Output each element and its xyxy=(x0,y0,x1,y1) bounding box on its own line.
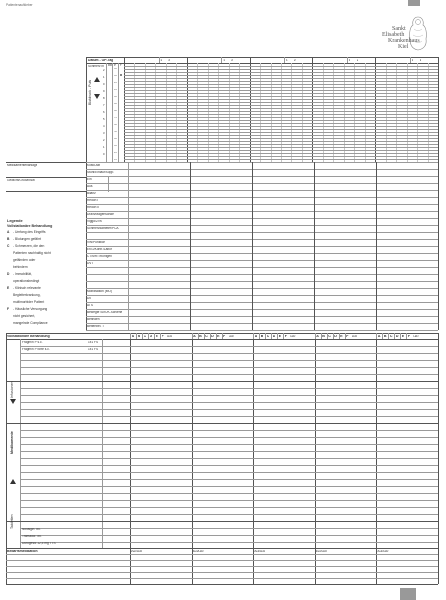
scale-puls-tick: 50 xyxy=(114,131,117,133)
scale-puls-tick: 20 xyxy=(114,152,117,154)
med-hline xyxy=(20,416,438,417)
middle-hline xyxy=(86,204,438,205)
medication-grid xyxy=(6,333,438,548)
middle-hline xyxy=(86,323,438,324)
legend xyxy=(7,220,85,329)
med-letter-sep xyxy=(339,333,343,339)
bedarf-col-label: Zeit/Hdz xyxy=(315,549,327,553)
med-day-divider xyxy=(376,333,377,548)
med-hline xyxy=(20,444,438,445)
med-hline xyxy=(20,360,438,361)
med-letter: E xyxy=(401,334,405,338)
middle-row-label: Mobilisation (MO) xyxy=(87,290,112,293)
vitals-hline xyxy=(124,117,438,118)
day-pair-label: 1 xyxy=(160,58,163,62)
dot-marker-icon xyxy=(120,74,122,76)
med-hline xyxy=(20,535,438,536)
middle-hline xyxy=(86,246,438,247)
med-hline xyxy=(20,437,438,438)
patient-label-tag: Patientenaufkleber xyxy=(6,3,33,7)
footer-row-3: Durogesic 12,5 mg TTS xyxy=(22,542,56,545)
med-hline xyxy=(20,346,438,347)
med-letter-sep xyxy=(198,333,199,339)
med-hline xyxy=(20,542,438,543)
med-letter-sep xyxy=(222,333,226,339)
gewicht-label: Gewicht/Größe/BMI xyxy=(7,179,35,182)
med-letter: A xyxy=(377,334,381,338)
scale-rr-tick: 8 xyxy=(103,97,105,100)
middle-row-label: EKG/Kontr./Labor xyxy=(87,248,112,251)
infusion-side-label: Infusionen xyxy=(10,381,14,398)
med-letter: F xyxy=(346,334,349,338)
middle-row-label: Bettenbel. T xyxy=(87,325,105,328)
scale-rr-tick: 1 xyxy=(103,146,105,149)
med-letter: B xyxy=(260,334,264,338)
middle-row-label: Drain/Magensonde xyxy=(87,213,114,216)
legend-key: F xyxy=(7,306,10,311)
col-p: P xyxy=(114,63,116,67)
med-letter-sep xyxy=(388,333,389,339)
middle-hline xyxy=(86,183,438,184)
middle-row-label: Bewegte Sch./K-Schiene xyxy=(87,311,123,314)
middle-row-label: DVT xyxy=(87,262,94,265)
med-hline xyxy=(20,514,438,515)
middle-hline xyxy=(86,316,438,317)
med-hline xyxy=(20,402,438,403)
med-row-2: Fragmin P forte s.c. xyxy=(22,348,50,351)
middle-row-label: Aus xyxy=(87,185,93,188)
med-letter-sep xyxy=(216,333,220,339)
scale-puls-tick: 20 xyxy=(114,82,117,84)
middle-row-label: Stuhl/Einlauf/Supp. xyxy=(87,171,115,174)
med-letter: B xyxy=(137,334,141,338)
legend-items xyxy=(7,231,85,329)
med-hline xyxy=(20,458,438,459)
med-letter: D xyxy=(334,334,337,338)
middle-hline xyxy=(86,176,438,177)
med-letter-sep xyxy=(333,333,334,339)
hospital-logo xyxy=(364,15,440,53)
middle-row-label: Viggo/ZVK xyxy=(87,220,103,223)
med-hdz: Hdz xyxy=(351,334,358,338)
vitals-hline xyxy=(124,90,438,91)
legend-key: E xyxy=(7,285,10,290)
med-hline xyxy=(20,465,438,466)
med-letter-sep xyxy=(400,333,401,339)
bedarf-hline xyxy=(6,578,438,579)
med-hline xyxy=(20,409,438,410)
med-hline xyxy=(20,500,438,501)
treatment-title: Vollstationäre Behandlung xyxy=(7,334,50,338)
med-hline xyxy=(20,472,438,473)
vitals-hline xyxy=(124,129,438,130)
legend-text: - Blutungen gefährt xyxy=(13,236,42,241)
med-letter-sep xyxy=(210,333,211,339)
scale-rr-tick: 2 xyxy=(103,139,105,142)
med-letter-sep xyxy=(259,333,260,339)
legend-text: - Schmerzen, die den xyxy=(13,243,45,248)
vitals-hline xyxy=(124,72,438,73)
legend-key: C xyxy=(7,243,10,248)
med-letter: F xyxy=(161,334,164,338)
med-letter: F xyxy=(407,334,411,338)
scale-rr-tick: 7 xyxy=(103,104,105,107)
medikamente-side-label: Medikamente xyxy=(10,431,14,454)
middle-row-label: ATS xyxy=(87,304,93,307)
med-letter: E xyxy=(217,334,220,338)
logo-text-3: Krankenhaus xyxy=(388,38,420,44)
vitals-hline xyxy=(124,78,438,79)
arrow-up-small-icon xyxy=(10,479,16,484)
scale-rr-tick: 0 xyxy=(103,153,105,156)
legend-text: behindern xyxy=(13,264,28,269)
med-hline xyxy=(20,507,438,508)
med-hline xyxy=(20,486,438,487)
med-section-line xyxy=(6,521,438,522)
logo-text-2: Elisabeth xyxy=(382,32,405,38)
scale-puls-tick: 40 xyxy=(114,68,117,70)
middle-row-label: Kost/Diät xyxy=(87,164,100,167)
scale-puls-tick: 80 xyxy=(114,110,117,112)
bedarf-col-label: Zeit/Hdz xyxy=(377,549,389,553)
legend-text: - Klinisch relevante xyxy=(13,285,41,290)
middle-hline xyxy=(86,162,438,163)
middle-hline xyxy=(86,309,438,310)
day-pair-label: 1 xyxy=(348,58,351,62)
med-hline xyxy=(20,451,438,452)
med-hline xyxy=(20,374,438,375)
middle-hline xyxy=(86,267,438,268)
bedarf-title: Bedarfsmedikation xyxy=(7,549,38,553)
vitals-hline xyxy=(124,156,438,157)
vitals-hline xyxy=(124,75,438,76)
saint-figure-icon xyxy=(406,15,430,51)
legend-text: nicht gesichert, xyxy=(13,313,36,318)
med-letter: C xyxy=(389,334,393,338)
day-pair-label: 2 xyxy=(294,58,296,62)
med-letter-sep xyxy=(283,333,284,339)
legend-item xyxy=(7,322,85,329)
med-letter: E xyxy=(278,334,282,338)
med-letter-sep xyxy=(204,333,205,339)
scale-puls-tick: 70 xyxy=(114,117,117,119)
day-pair-label: 2 xyxy=(419,58,422,62)
middle-row-label: VW/Punktion xyxy=(87,241,106,244)
bp-pulse-side-label: Blutdruck - Puls xyxy=(88,79,92,105)
bedarf-hline xyxy=(6,560,438,561)
day-pair-sep xyxy=(159,57,163,63)
legend-title: Legende xyxy=(7,219,23,223)
vitals-grid xyxy=(86,57,438,162)
middle-hline xyxy=(86,239,438,240)
vitals-hline xyxy=(124,84,438,85)
middle-hline xyxy=(86,288,438,289)
med-letter: C xyxy=(328,334,331,338)
middle-hline xyxy=(86,197,438,198)
middle-hline xyxy=(86,169,438,170)
vitals-hline xyxy=(124,144,438,145)
scale-rr-tick: 2 xyxy=(103,69,105,72)
med-letter: E xyxy=(340,334,343,338)
med-hline xyxy=(20,479,438,480)
vitals-hline xyxy=(124,147,438,148)
vitals-date-label: Datum - OP-Tag xyxy=(88,58,114,62)
med-letter: D xyxy=(272,334,276,338)
med-letter: F xyxy=(284,334,287,338)
med-letter-sep xyxy=(136,333,137,339)
med-hline xyxy=(20,430,438,431)
middle-row-label: CT/MRT/Röntgen xyxy=(87,255,112,258)
legend-text: - Immobilität, xyxy=(13,271,32,276)
med-letter-sep xyxy=(327,333,328,339)
med-day-divider xyxy=(192,333,193,548)
med-letter-sep xyxy=(265,333,266,339)
med-row-1-dose: 1x1 FS xyxy=(88,341,99,344)
legend-text: - Umfang des Eingriffs xyxy=(13,229,46,234)
med-letter: B xyxy=(199,334,202,338)
middle-hline xyxy=(86,260,438,261)
day-pair-label: 1 xyxy=(286,58,288,62)
middle-row-label: Schmerzkatheter/PCA xyxy=(87,227,119,230)
middle-row-label: Redon I xyxy=(87,199,99,202)
med-letter-sep xyxy=(321,333,322,339)
med-hline xyxy=(20,353,438,354)
col-rr: RR xyxy=(108,63,113,67)
med-hline xyxy=(20,395,438,396)
vitals-hline xyxy=(124,114,438,115)
med-letter: C xyxy=(266,334,270,338)
middle-row-label: DS xyxy=(87,297,92,300)
vitals-hline xyxy=(124,135,438,136)
day-pair-label: 1 xyxy=(223,58,225,62)
middle-hline xyxy=(86,274,438,275)
vitals-hline xyxy=(124,150,438,151)
med-letter: B xyxy=(322,334,325,338)
scale-rr-tick: 3 xyxy=(103,132,105,135)
vitals-hline xyxy=(124,96,438,97)
scale-puls-tick: 40 xyxy=(114,138,117,140)
med-day-divider xyxy=(315,333,316,548)
middle-hline xyxy=(86,281,438,282)
med-day-divider xyxy=(253,333,254,548)
middle-row-label: Redon II xyxy=(87,206,100,209)
med-row-2-dose: 1x1 FS xyxy=(88,348,99,351)
med-letter: C xyxy=(143,334,147,338)
middle-day-divider xyxy=(252,162,253,330)
middle-hline xyxy=(86,225,438,226)
medikamentenanlage-label: Medikamentenanlage xyxy=(7,164,38,167)
middle-rows-block xyxy=(86,162,438,330)
med-letter-sep xyxy=(382,333,383,339)
legend-key: A xyxy=(7,229,10,234)
med-hdz: Hdz xyxy=(290,334,296,338)
scale-rr-tick: 1 xyxy=(103,76,105,79)
middle-hline xyxy=(86,330,438,331)
middle-day-divider xyxy=(376,162,377,330)
vitals-hline xyxy=(124,87,438,88)
scale-rr-tick: 5 xyxy=(103,118,105,121)
vitals-hline xyxy=(124,138,438,139)
day-pair-sep xyxy=(284,57,285,63)
med-hline xyxy=(20,367,438,368)
med-letter: E xyxy=(155,334,158,338)
med-letter: D xyxy=(211,334,214,338)
med-letter-sep xyxy=(192,333,193,339)
med-letter-sep xyxy=(406,333,407,339)
scale-rr-tick: 4 xyxy=(103,125,105,128)
middle-hline xyxy=(86,295,438,296)
vitals-hline xyxy=(124,120,438,121)
vitals-hline xyxy=(124,111,438,112)
med-letter-sep xyxy=(253,333,254,339)
vitals-hline xyxy=(124,153,438,154)
med-section-line xyxy=(6,381,438,382)
med-section-line xyxy=(6,423,438,424)
day-pair-sep xyxy=(221,57,222,63)
footer-row-1: Novalgin Tbl. xyxy=(22,528,41,531)
med-letter-sep xyxy=(277,333,278,339)
vitals-hline xyxy=(124,102,438,103)
vitals-hline xyxy=(124,141,438,142)
med-row-1: Fragmin P s.c. xyxy=(22,341,43,344)
vitals-hline xyxy=(124,93,438,94)
legend-text: - Häusliche Versorgung xyxy=(13,306,48,311)
med-day-divider xyxy=(130,333,131,548)
med-hdz: Hdz xyxy=(228,334,234,338)
middle-hline xyxy=(86,302,438,303)
med-letter: A xyxy=(131,334,135,338)
vitals-hline xyxy=(124,126,438,127)
legend-text: multimorbider Patient xyxy=(13,299,45,304)
middle-hline xyxy=(86,253,438,254)
middle-hline xyxy=(86,218,438,219)
scale-puls-tick: 30 xyxy=(114,75,117,77)
vitals-hline xyxy=(124,159,438,160)
scale-puls-tick: 60 xyxy=(114,124,117,126)
scale-puls-tick: 00 xyxy=(114,96,117,98)
med-letter-sep xyxy=(148,333,149,339)
scale-rr-tick: 9 xyxy=(103,90,105,93)
middle-hline xyxy=(86,232,438,233)
bedarf-col-label: Zeit/Hdz xyxy=(131,549,143,553)
bottom-corner-mark xyxy=(400,588,416,600)
med-letter-sep xyxy=(315,333,316,339)
med-letter-sep xyxy=(130,333,131,339)
footer-row-2: Tramadol Tbl. xyxy=(22,535,42,538)
med-letter-sep xyxy=(345,333,349,339)
arrow-up-icon xyxy=(94,77,100,82)
med-letter-sep xyxy=(271,333,272,339)
med-letter-sep xyxy=(142,333,143,339)
vitals-hline xyxy=(124,69,438,70)
legend-text: gefährden oder xyxy=(13,257,36,262)
med-letter: F xyxy=(223,334,226,338)
top-corner-mark xyxy=(408,0,420,6)
col-t: T xyxy=(120,63,122,67)
med-hline xyxy=(20,528,438,529)
arrow-down-icon xyxy=(94,94,100,99)
middle-day-divider xyxy=(190,162,191,330)
med-letter: A xyxy=(193,334,196,338)
schmerz-label: Schmerz in xyxy=(88,65,104,68)
tabletten-side-label: Tabletten xyxy=(10,514,14,529)
med-hdz: Hdz xyxy=(167,334,173,338)
med-letter: A xyxy=(316,334,319,338)
vitals-hline xyxy=(124,123,438,124)
bedarf-hline xyxy=(6,566,438,567)
med-letter: D xyxy=(395,334,399,338)
day-pair-label: 1 xyxy=(411,58,414,62)
arrow-down-small-icon xyxy=(10,399,16,404)
middle-row-label: Befinden xyxy=(87,318,100,321)
middle-day-divider xyxy=(314,162,315,330)
day-pair-label: 2 xyxy=(356,58,359,62)
day-pair-label: 2 xyxy=(231,58,233,62)
scale-puls-tick: 10 xyxy=(114,159,117,161)
med-letter-sep xyxy=(154,333,155,339)
vitals-hline xyxy=(124,99,438,100)
vitals-hline xyxy=(124,105,438,106)
legend-text: Patienten nachhaltig nicht xyxy=(13,250,51,255)
med-letter-sep xyxy=(394,333,395,339)
bedarf-section xyxy=(6,548,438,584)
logo-text-1: Sankt xyxy=(392,26,406,32)
med-hline xyxy=(20,388,438,389)
legend-key: D xyxy=(7,271,10,276)
scale-rr-tick: 0 xyxy=(103,83,105,86)
med-hdz: Hdz xyxy=(413,334,419,338)
day-pair-sep xyxy=(410,57,411,63)
middle-hline xyxy=(86,211,438,212)
bedarf-col-label: Zeit/Hdz xyxy=(192,549,204,553)
middle-hline xyxy=(86,190,438,191)
legend-key: B xyxy=(7,236,10,241)
bedarf-col-label: Zeit/Hdz xyxy=(254,549,266,553)
vitals-hline xyxy=(124,132,438,133)
scale-puls-tick: 10 xyxy=(114,89,117,91)
med-hline xyxy=(20,493,438,494)
middle-row-label: Ein xyxy=(87,178,92,181)
vitals-hline xyxy=(124,81,438,82)
scale-rr-tick: 6 xyxy=(103,111,105,114)
legend-subtitle: Vollstationäre Behandlung xyxy=(7,224,53,229)
day-pair-sep xyxy=(347,57,348,63)
bedarf-hline xyxy=(6,572,438,573)
scale-puls-tick: 30 xyxy=(114,145,117,147)
legend-text: Begleiterkrankung, xyxy=(13,292,41,297)
middle-row-label: Bilanz xyxy=(87,192,96,195)
day-pair-label: 2 xyxy=(168,58,171,62)
legend-text: mangelnde Compliance xyxy=(13,320,48,325)
scale-puls-tick: 90 xyxy=(114,103,117,105)
med-letter: B xyxy=(383,334,387,338)
vitals-hline xyxy=(124,108,438,109)
med-letter-sep xyxy=(160,333,161,339)
legend-text: operationsbedingt xyxy=(13,278,40,283)
med-letter: A xyxy=(254,334,258,338)
bedarf-hline xyxy=(6,554,438,555)
med-letter-sep xyxy=(376,333,377,339)
logo-text-4: Kiel xyxy=(398,44,409,50)
vitals-hline xyxy=(124,66,438,67)
med-letter: C xyxy=(205,334,208,338)
med-letter: D xyxy=(149,334,153,338)
